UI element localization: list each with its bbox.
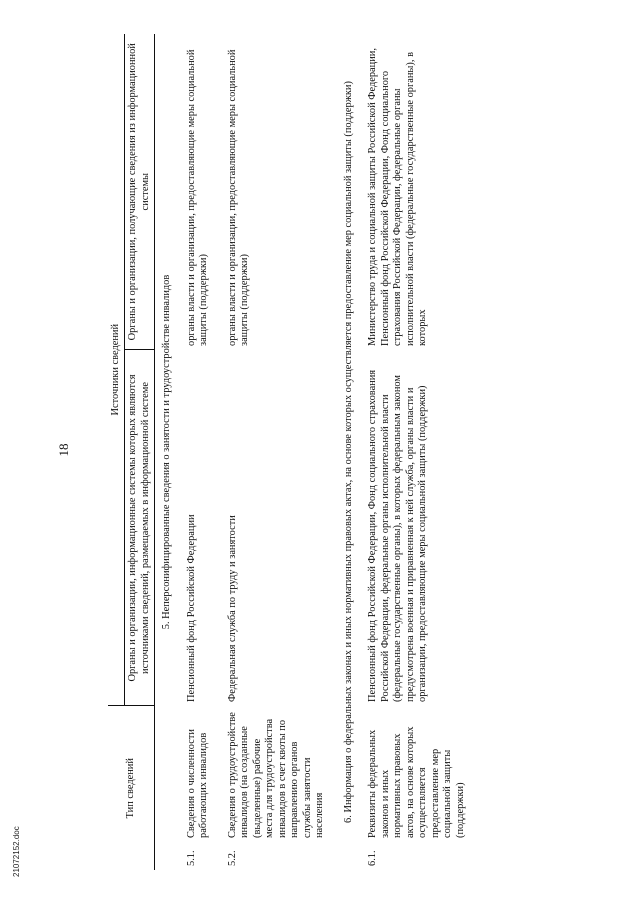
row-recipients: органы власти и организации, предоставляющие меры социальной защиты (поддержки) bbox=[185, 49, 210, 346]
data-table bbox=[108, 34, 477, 870]
row-number: 5.1. bbox=[185, 850, 197, 866]
table-row bbox=[361, 34, 477, 870]
row-type: Реквизиты федеральных законов и иных нормативных правовых актов, на основе которых осуществляется предоставление мер социальной защиты (поддержки) bbox=[367, 726, 466, 838]
row-providers: Федеральная служба по труду и занятости bbox=[226, 515, 238, 702]
row-number: 6.1. bbox=[367, 850, 379, 866]
table-row bbox=[221, 34, 337, 870]
row-number: 5.2. bbox=[226, 850, 238, 866]
row-type: Сведения о численности работающих инвалидов bbox=[185, 729, 210, 838]
header-sources: Источники сведений bbox=[108, 34, 125, 706]
row-type: Сведения о трудоустройстве инвалидов (на созданные (выделенные) рабочие места для трудоустройства инвалидов в счет квоты по направлению органов службы занятости населения bbox=[226, 712, 326, 838]
page-number: 18 bbox=[56, 443, 71, 457]
file-footer: 21072152.doc bbox=[12, 826, 21, 877]
header-type: Тип сведений bbox=[108, 706, 155, 870]
table-row bbox=[180, 34, 221, 870]
header-recipients: Органы и организации, получающие сведения из информационной системы bbox=[125, 34, 155, 350]
rotated-page bbox=[48, 30, 608, 870]
section-title: 6. Информация о федеральных законах и иных нормативных правовых актах, на основе которых осуществляется предоставление мер социальной защиты (поддержки) bbox=[342, 81, 354, 823]
row-recipients: органы власти и организации, предоставляющие меры социальной защиты (поддержки) bbox=[226, 49, 251, 346]
header-providers: Органы и организации, информационные системы которых являются источниками сведений, размещаемых в информационной системе bbox=[125, 350, 155, 706]
row-providers: Пенсионный фонд Российской Федерации, Фонд социального страхования Российской Федерации, федеральные органы исполнительной власти (федеральные государственные органы), в которых федеральным законом предусмотрена военная и приравненная к ней служба, органы власти и организации, предоставляющие меры социальной защиты (поддержки) bbox=[367, 369, 429, 702]
row-providers: Пенсионный фонд Российской Федерации bbox=[185, 514, 197, 702]
section-title: 5. Неперсонифицированные сведения о занятости и трудоустройстве инвалидов bbox=[161, 274, 173, 630]
row-recipients: Министерство труда и социальной защиты Российской Федерации, Пенсионный фонд Российской Федерации, Фонд социального страхования Российской Федерации, федеральные органы исполнительной власти (федеральные государственные органы), в которых bbox=[367, 48, 429, 346]
